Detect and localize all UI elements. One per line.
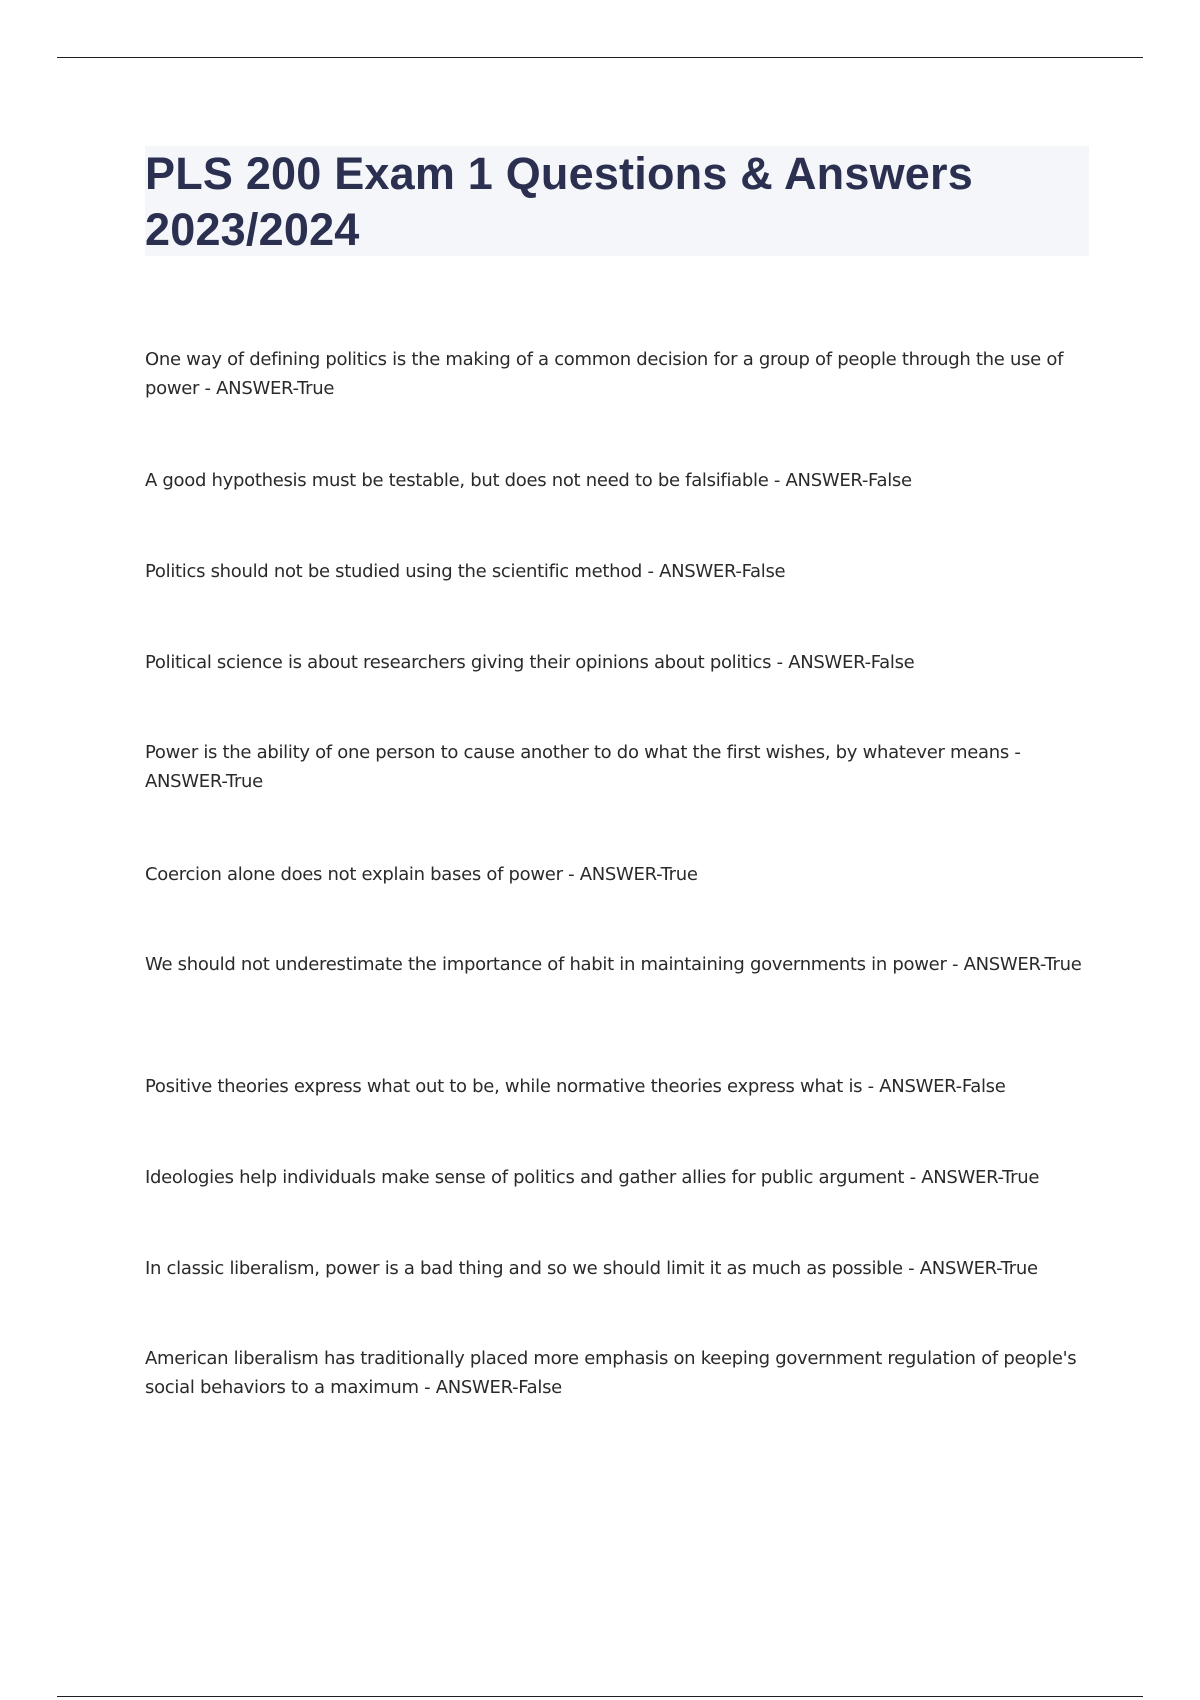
qa-item: A good hypothesis must be testable, but does not need to be falsifiable - ANSWER-False [145,470,912,491]
qa-item: Positive theories express what out to be, while normative theories express what is - ANSWER-False [145,1076,1006,1097]
footer-rule [57,1696,1143,1697]
qa-item: Ideologies help individuals make sense of politics and gather allies for public argument - ANSWER-True [145,1167,1040,1188]
qa-item: American liberalism has traditionally placed more emphasis on keeping government regulation of people's social behaviors to a maximum - ANSWER-False [145,1348,1077,1398]
qa-item: Political science is about researchers giving their opinions about politics - ANSWER-False [145,652,915,673]
header-rule [57,57,1143,58]
document-title: PLS 200 Exam 1 Questions & Answers 2023/2024 [145,148,973,255]
qa-item: One way of defining politics is the making of a common decision for a group of people through the use of power - ANSWER-True [145,349,1064,399]
qa-item: We should not underestimate the importance of habit in maintaining governments in power - ANSWER-True [145,954,1082,975]
qa-item: Politics should not be studied using the scientific method - ANSWER-False [145,561,786,582]
qa-item: Coercion alone does not explain bases of power - ANSWER-True [145,864,698,885]
qa-item: Power is the ability of one person to cause another to do what the first wishes, by whatever means - ANSWER-True [145,742,1021,792]
title-block [145,146,1089,256]
qa-item: In classic liberalism, power is a bad thing and so we should limit it as much as possible - ANSWER-True [145,1258,1038,1279]
